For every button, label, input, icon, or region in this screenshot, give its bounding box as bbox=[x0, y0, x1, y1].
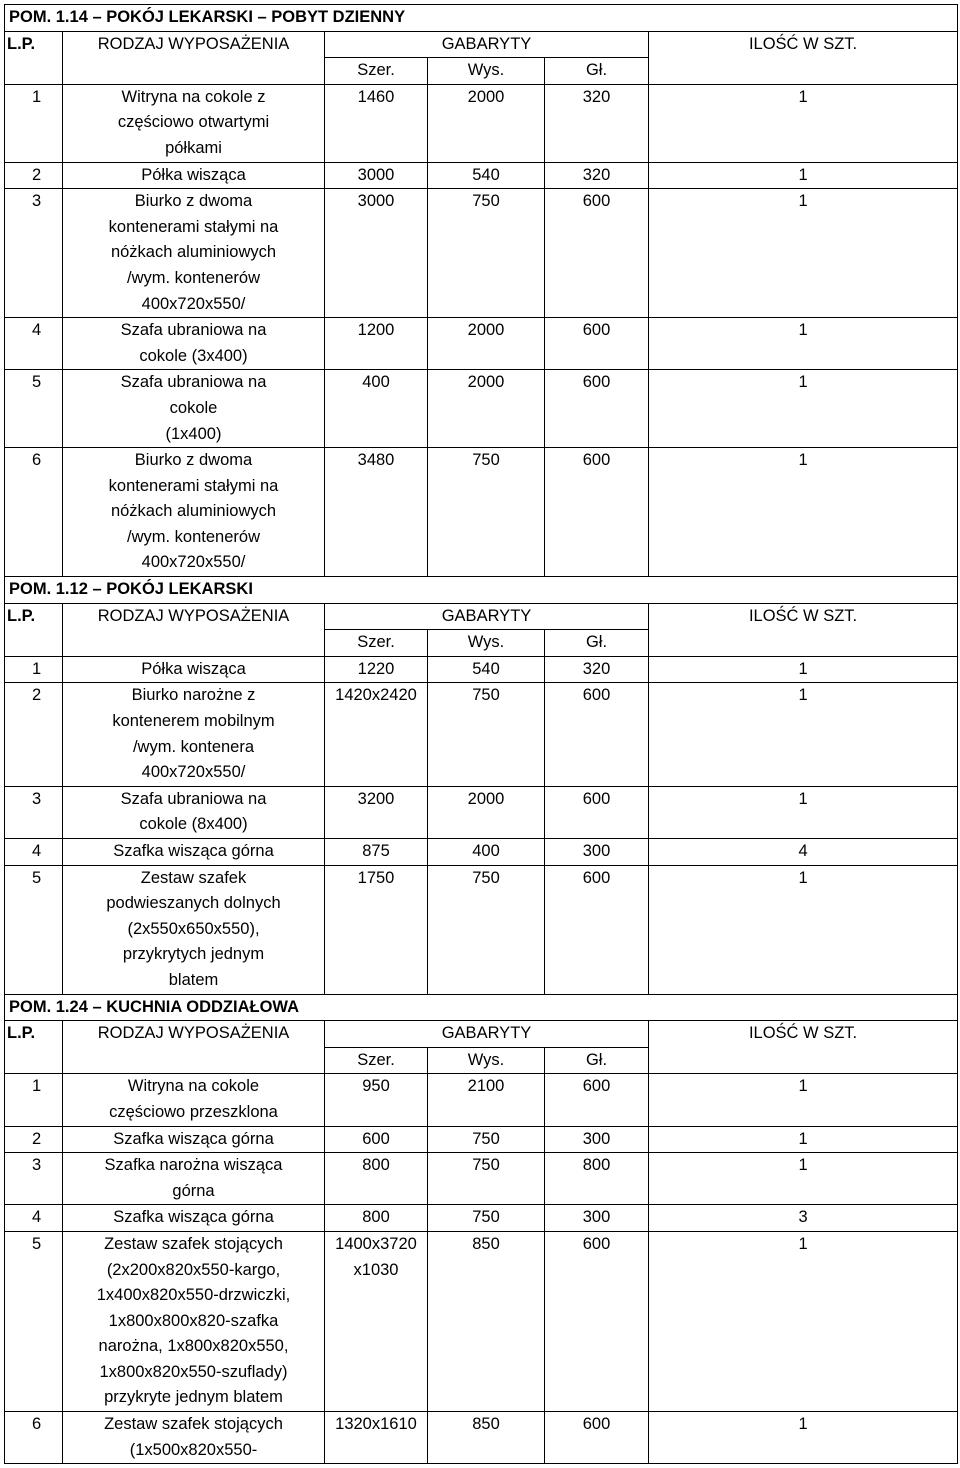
row-qty: 1 bbox=[649, 865, 958, 994]
row-gl: 600 bbox=[545, 370, 649, 448]
row-name bbox=[63, 683, 325, 786]
row-qty: 1 bbox=[649, 786, 958, 838]
row-lp: 6 bbox=[5, 1412, 63, 1464]
row-wys: 400 bbox=[428, 839, 545, 866]
header-lp-cont bbox=[5, 1047, 63, 1074]
row-name-line: 400x720x550/ bbox=[141, 294, 246, 313]
row-gl: 800 bbox=[545, 1153, 649, 1205]
header-subrow bbox=[5, 1047, 958, 1074]
row-lp: 3 bbox=[5, 189, 63, 318]
row-lp: 2 bbox=[5, 683, 63, 786]
row-lp: 3 bbox=[5, 1153, 63, 1205]
row-name-line: nóżkach aluminiowych bbox=[110, 502, 277, 521]
row-name-line: (2x200x820x550-kargo, bbox=[106, 1260, 281, 1279]
equipment-table bbox=[4, 4, 958, 1464]
row-szer: 800 bbox=[325, 1205, 428, 1232]
row-wys: 850 bbox=[428, 1412, 545, 1464]
section-title-row bbox=[5, 994, 958, 1021]
row-szer: 1200 bbox=[325, 318, 428, 370]
row-name bbox=[63, 1205, 325, 1232]
header-row bbox=[5, 603, 958, 630]
row-name-line: podwieszanych dolnych bbox=[106, 894, 281, 913]
header-szer: Szer. bbox=[325, 630, 428, 657]
header-qty: ILOŚĆ W SZT. bbox=[649, 31, 958, 58]
row-name-line: Szafka wisząca górna bbox=[113, 842, 274, 860]
row-szer-line: x1030 bbox=[353, 1260, 399, 1279]
row-gl: 300 bbox=[545, 839, 649, 866]
header-qty-cont bbox=[649, 630, 958, 657]
row-szer: 950 bbox=[325, 1074, 428, 1126]
row-wys: 750 bbox=[428, 865, 545, 994]
row-wys: 2000 bbox=[428, 370, 545, 448]
row-wys: 750 bbox=[428, 189, 545, 318]
row-szer: 1420x2420 bbox=[325, 683, 428, 786]
table-row bbox=[5, 1412, 958, 1464]
row-name-line: Szafa ubraniowa na bbox=[120, 373, 267, 392]
header-row bbox=[5, 1021, 958, 1048]
row-name-line: Szafa ubraniowa na bbox=[120, 789, 267, 808]
row-wys: 750 bbox=[428, 448, 545, 577]
row-lp: 5 bbox=[5, 370, 63, 448]
row-name-line: przykryte jednym blatem bbox=[104, 1388, 283, 1407]
row-name bbox=[63, 1412, 325, 1464]
row-name-line: blatem bbox=[168, 970, 219, 989]
header-name-cont bbox=[63, 1047, 325, 1074]
equipment-table-body bbox=[5, 5, 958, 1464]
header-wys: Wys. bbox=[428, 630, 545, 657]
header-lp: L.P. bbox=[5, 603, 63, 630]
header-row bbox=[5, 31, 958, 58]
row-gl: 600 bbox=[545, 1074, 649, 1126]
row-wys: 2000 bbox=[428, 84, 545, 162]
row-name-line: Biurko narożne z bbox=[131, 686, 256, 705]
table-row bbox=[5, 84, 958, 162]
row-gl: 600 bbox=[545, 865, 649, 994]
row-lp: 1 bbox=[5, 84, 63, 162]
row-qty: 1 bbox=[649, 656, 958, 683]
header-szer: Szer. bbox=[325, 1047, 428, 1074]
row-name-line: Szafka narożna wisząca bbox=[104, 1156, 283, 1175]
row-name bbox=[63, 1126, 325, 1153]
row-name-line: 400x720x550/ bbox=[141, 553, 246, 572]
row-name bbox=[63, 84, 325, 162]
row-gl: 600 bbox=[545, 1412, 649, 1464]
row-lp: 4 bbox=[5, 1205, 63, 1232]
table-row bbox=[5, 683, 958, 786]
row-qty: 3 bbox=[649, 1205, 958, 1232]
header-szer: Szer. bbox=[325, 58, 428, 85]
row-name-line: Zestaw szafek stojących bbox=[104, 1234, 283, 1253]
header-name: RODZAJ WYPOSAŻENIA bbox=[63, 1021, 325, 1048]
row-gl: 600 bbox=[545, 448, 649, 577]
header-lp-cont bbox=[5, 58, 63, 85]
row-gl: 600 bbox=[545, 683, 649, 786]
row-szer bbox=[325, 1231, 428, 1411]
row-gl: 300 bbox=[545, 1205, 649, 1232]
row-name-line: /wym. kontenerów bbox=[127, 268, 260, 287]
row-name-line: górna bbox=[172, 1181, 215, 1200]
row-wys: 2000 bbox=[428, 318, 545, 370]
row-name bbox=[63, 786, 325, 838]
row-szer: 1460 bbox=[325, 84, 428, 162]
row-name-line: kontenerami stałymi na bbox=[108, 476, 279, 495]
header-gl: Gł. bbox=[545, 1047, 649, 1074]
row-szer: 1320x1610 bbox=[325, 1412, 428, 1464]
row-gl: 320 bbox=[545, 656, 649, 683]
row-qty: 1 bbox=[649, 370, 958, 448]
row-name-line: Zestaw szafek bbox=[140, 868, 247, 887]
header-qty-cont bbox=[649, 58, 958, 85]
row-qty: 1 bbox=[649, 318, 958, 370]
row-szer: 3480 bbox=[325, 448, 428, 577]
row-name-line: cokole bbox=[169, 398, 218, 417]
row-name-line: Półka wisząca bbox=[141, 165, 246, 184]
row-szer: 3000 bbox=[325, 162, 428, 189]
header-dims: GABARYTY bbox=[325, 31, 649, 58]
row-name-line: /wym. kontenera bbox=[132, 737, 255, 756]
row-name-line: Półka wisząca bbox=[141, 659, 246, 678]
row-name-line: narożna, 1x800x820x550, bbox=[98, 1337, 289, 1356]
row-name-line: Biurko z dwoma bbox=[134, 192, 253, 211]
row-name-line: Witryna na cokole bbox=[127, 1077, 260, 1096]
row-name-line: Szafa ubraniowa na bbox=[120, 321, 267, 340]
table-row bbox=[5, 189, 958, 318]
row-qty: 1 bbox=[649, 1074, 958, 1126]
row-lp: 5 bbox=[5, 1231, 63, 1411]
row-name-line: (1x500x820x550- bbox=[129, 1440, 258, 1459]
row-qty: 1 bbox=[649, 84, 958, 162]
row-name bbox=[63, 162, 325, 189]
row-lp: 5 bbox=[5, 865, 63, 994]
table-row bbox=[5, 786, 958, 838]
table-row bbox=[5, 1205, 958, 1232]
row-lp: 2 bbox=[5, 162, 63, 189]
section-title: POM. 1.24 – KUCHNIA ODDZIAŁOWA bbox=[5, 994, 958, 1021]
row-name-line: 1x400x820x550-drzwiczki, bbox=[96, 1286, 291, 1305]
row-name bbox=[63, 318, 325, 370]
header-qty-cont bbox=[649, 1047, 958, 1074]
row-name-line: (1x400) bbox=[165, 424, 222, 443]
row-name-line: kontenerami stałymi na bbox=[108, 217, 279, 236]
row-lp: 4 bbox=[5, 318, 63, 370]
row-wys: 750 bbox=[428, 1126, 545, 1153]
row-wys: 540 bbox=[428, 162, 545, 189]
row-name-line: (2x550x650x550), bbox=[127, 919, 260, 938]
table-row bbox=[5, 448, 958, 577]
row-lp: 1 bbox=[5, 656, 63, 683]
row-wys: 750 bbox=[428, 683, 545, 786]
row-gl: 320 bbox=[545, 162, 649, 189]
table-row bbox=[5, 865, 958, 994]
row-name-line: przykrytych jednym bbox=[122, 945, 265, 964]
row-lp: 4 bbox=[5, 839, 63, 866]
row-name-line: częściowo otwartymi bbox=[117, 113, 270, 132]
header-qty: ILOŚĆ W SZT. bbox=[649, 1021, 958, 1048]
row-gl: 320 bbox=[545, 84, 649, 162]
row-name bbox=[63, 656, 325, 683]
row-name bbox=[63, 865, 325, 994]
header-name: RODZAJ WYPOSAŻENIA bbox=[63, 31, 325, 58]
section-title-row bbox=[5, 577, 958, 604]
row-name-line: Biurko z dwoma bbox=[134, 451, 253, 470]
row-name-line: Szafka wisząca górna bbox=[113, 1208, 274, 1227]
row-szer: 3200 bbox=[325, 786, 428, 838]
row-qty: 1 bbox=[649, 162, 958, 189]
row-szer: 875 bbox=[325, 839, 428, 866]
section-title: POM. 1.14 – POKÓJ LEKARSKI – POBYT DZIENNY bbox=[5, 5, 958, 32]
table-row bbox=[5, 162, 958, 189]
header-lp: L.P. bbox=[5, 1021, 63, 1048]
row-qty: 4 bbox=[649, 839, 958, 866]
row-qty: 1 bbox=[649, 1231, 958, 1411]
header-name-cont bbox=[63, 630, 325, 657]
row-szer: 1750 bbox=[325, 865, 428, 994]
row-wys: 2100 bbox=[428, 1074, 545, 1126]
row-lp: 2 bbox=[5, 1126, 63, 1153]
row-wys: 850 bbox=[428, 1231, 545, 1411]
row-lp: 1 bbox=[5, 1074, 63, 1126]
row-name bbox=[63, 189, 325, 318]
row-name-line: kontenerem mobilnym bbox=[112, 712, 275, 731]
header-qty: ILOŚĆ W SZT. bbox=[649, 603, 958, 630]
row-szer-line: 1400x3720 bbox=[335, 1234, 417, 1253]
row-gl: 600 bbox=[545, 786, 649, 838]
row-qty: 1 bbox=[649, 1412, 958, 1464]
row-szer: 3000 bbox=[325, 189, 428, 318]
table-row bbox=[5, 1126, 958, 1153]
row-qty: 1 bbox=[649, 683, 958, 786]
row-wys: 750 bbox=[428, 1153, 545, 1205]
row-name-line: Szafka wisząca górna bbox=[113, 1129, 274, 1148]
row-name bbox=[63, 370, 325, 448]
section-title: POM. 1.12 – POKÓJ LEKARSKI bbox=[5, 577, 958, 604]
row-name bbox=[63, 1231, 325, 1411]
table-row bbox=[5, 1153, 958, 1205]
row-name-line: Witryna na cokole z bbox=[121, 87, 266, 106]
header-dims: GABARYTY bbox=[325, 1021, 649, 1048]
row-name bbox=[63, 839, 325, 866]
row-szer: 600 bbox=[325, 1126, 428, 1153]
row-gl: 600 bbox=[545, 189, 649, 318]
table-row bbox=[5, 318, 958, 370]
table-row bbox=[5, 656, 958, 683]
row-gl: 300 bbox=[545, 1126, 649, 1153]
row-name-line: 1x800x800x820-szafka bbox=[108, 1311, 279, 1330]
header-dims: GABARYTY bbox=[325, 603, 649, 630]
row-gl: 600 bbox=[545, 1231, 649, 1411]
row-lp: 3 bbox=[5, 786, 63, 838]
row-name-line: 400x720x550/ bbox=[141, 763, 246, 782]
row-wys: 750 bbox=[428, 1205, 545, 1232]
header-name: RODZAJ WYPOSAŻENIA bbox=[63, 603, 325, 630]
row-gl: 600 bbox=[545, 318, 649, 370]
row-name-line: nóżkach aluminiowych bbox=[110, 243, 277, 262]
row-qty: 1 bbox=[649, 189, 958, 318]
row-qty: 1 bbox=[649, 448, 958, 577]
row-szer: 400 bbox=[325, 370, 428, 448]
row-name-line: Zestaw szafek stojących bbox=[104, 1415, 283, 1434]
row-name-line: 1x800x820x550-szuflady) bbox=[99, 1362, 288, 1381]
row-wys: 2000 bbox=[428, 786, 545, 838]
header-wys: Wys. bbox=[428, 1047, 545, 1074]
row-name-line: cokole (3x400) bbox=[139, 346, 248, 365]
header-subrow bbox=[5, 630, 958, 657]
row-name bbox=[63, 448, 325, 577]
table-row bbox=[5, 370, 958, 448]
table-row bbox=[5, 1231, 958, 1411]
row-szer: 1220 bbox=[325, 656, 428, 683]
header-wys: Wys. bbox=[428, 58, 545, 85]
row-name bbox=[63, 1074, 325, 1126]
row-name-line: cokole (8x400) bbox=[139, 815, 248, 834]
row-qty: 1 bbox=[649, 1126, 958, 1153]
row-szer: 800 bbox=[325, 1153, 428, 1205]
header-gl: Gł. bbox=[545, 630, 649, 657]
header-subrow bbox=[5, 58, 958, 85]
header-lp: L.P. bbox=[5, 31, 63, 58]
row-name-line: częściowo przeszklona bbox=[109, 1102, 278, 1121]
header-gl: Gł. bbox=[545, 58, 649, 85]
row-name bbox=[63, 1153, 325, 1205]
table-row bbox=[5, 839, 958, 866]
row-name-line: półkami bbox=[165, 138, 222, 157]
table-row bbox=[5, 1074, 958, 1126]
row-wys: 540 bbox=[428, 656, 545, 683]
header-name-cont bbox=[63, 58, 325, 85]
row-lp: 6 bbox=[5, 448, 63, 577]
row-name-line: /wym. kontenerów bbox=[127, 527, 260, 546]
section-title-row bbox=[5, 5, 958, 32]
header-lp-cont bbox=[5, 630, 63, 657]
row-qty: 1 bbox=[649, 1153, 958, 1205]
